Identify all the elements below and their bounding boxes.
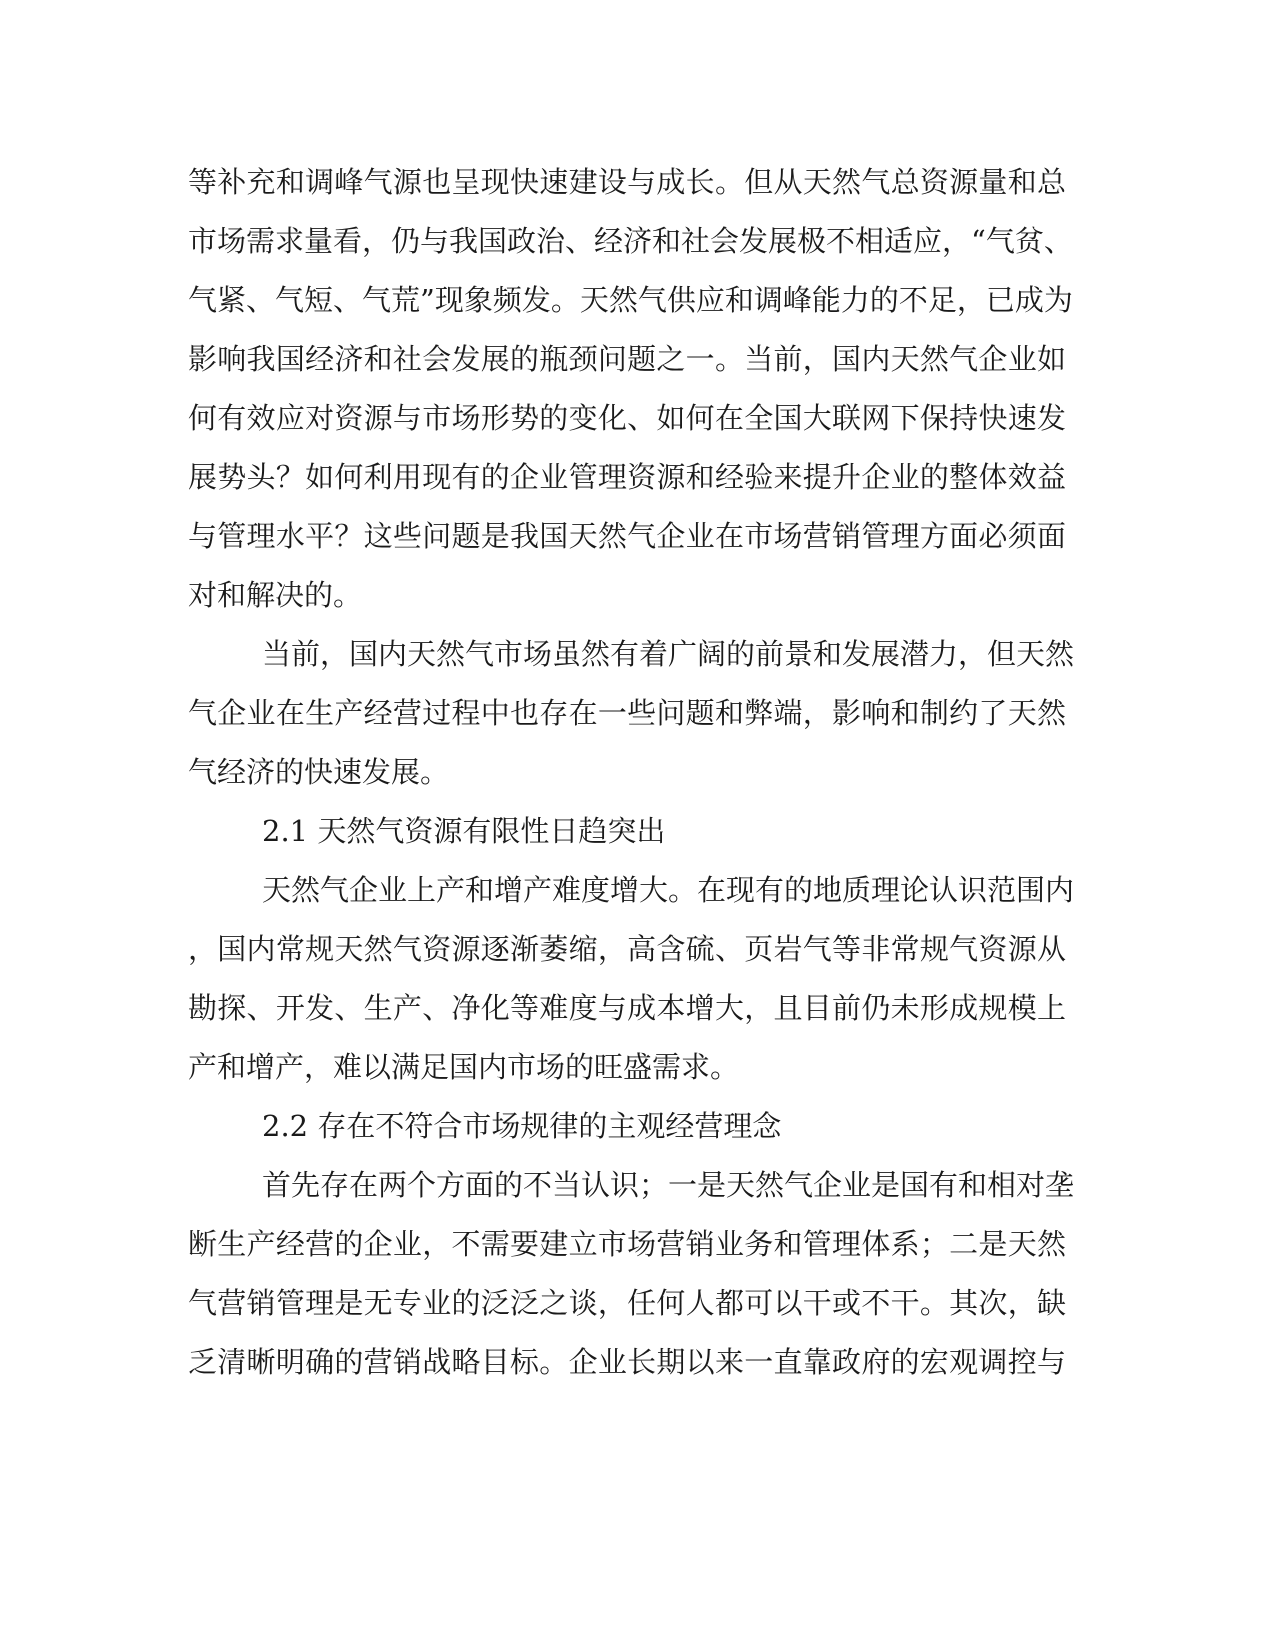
text-line-content: 首先存在两个方面的不当认识；一是天然气企业是国有和相对垄	[262, 1168, 1075, 1202]
section-heading-text: 2.1 天然气资源有限性日趋突出	[262, 814, 666, 848]
text-line	[188, 1345, 1066, 1379]
text-line	[188, 460, 1066, 494]
text-line	[188, 991, 1066, 1025]
text-line-content: 对和解决的。	[188, 578, 363, 612]
text-line	[188, 165, 1066, 199]
text-line	[188, 401, 1066, 435]
text-line	[188, 342, 1066, 376]
text-line-content: 影响我国经济和社会发展的瓶颈问题之一。当前，国内天然气企业如	[188, 342, 1066, 376]
text-line-content: 气紧、气短、气荒”现象频发。天然气供应和调峰能力的不足，已成为	[188, 283, 1073, 317]
text-line-content: 天然气企业上产和增产难度增大。在现有的地质理论认识范围内	[262, 873, 1075, 907]
paragraph-first-line	[262, 637, 1075, 671]
text-line	[188, 519, 1066, 553]
section-heading-text: 2.2 存在不符合市场规律的主观经营理念	[262, 1109, 782, 1143]
text-line-content: 勘探、开发、生产、净化等难度与成本增大，且目前仍未形成规模上	[188, 991, 1066, 1025]
text-line-content: 断生产经营的企业，不需要建立市场营销业务和管理体系；二是天然	[188, 1227, 1066, 1261]
text-line	[188, 932, 1066, 966]
text-line-content: ，国内常规天然气资源逐渐萎缩，高含硫、页岩气等非常规气资源从	[188, 932, 1066, 966]
text-line-content: 气营销管理是无专业的泛泛之谈，任何人都可以干或不干。其次，缺	[188, 1286, 1066, 1320]
text-line	[188, 224, 1073, 258]
text-line-content: 等补充和调峰气源也呈现快速建设与成长。但从天然气总资源量和总	[188, 165, 1066, 199]
text-line-content: 当前，国内天然气市场虽然有着广阔的前景和发展潜力，但天然	[262, 637, 1075, 671]
text-line	[188, 283, 1073, 317]
section-heading	[262, 1109, 781, 1143]
text-line-content: 乏清晰明确的营销战略目标。企业长期以来一直靠政府的宏观调控与	[188, 1345, 1066, 1379]
text-line-content: 与管理水平？这些问题是我国天然气企业在市场营销管理方面必须面	[188, 519, 1066, 553]
text-line-last	[188, 1050, 739, 1084]
paragraph-first-line	[262, 873, 1075, 907]
text-line-content: 气经济的快速发展。	[188, 755, 450, 789]
paragraph-first-line	[262, 1168, 1075, 1202]
text-line-content: 产和增产，难以满足国内市场的旺盛需求。	[188, 1050, 740, 1084]
text-line-content: 气企业在生产经营过程中也存在一些问题和弊端，影响和制约了天然	[188, 696, 1066, 730]
text-line-content: 何有效应对资源与市场形势的变化、如何在全国大联网下保持快速发	[188, 401, 1066, 435]
text-line-last	[188, 755, 449, 789]
text-line-last	[188, 578, 362, 612]
text-line	[188, 1286, 1066, 1320]
text-line	[188, 1227, 1066, 1261]
text-line-content: 市场需求量看，仍与我国政治、经济和社会发展极不相适应，“气贫、	[188, 224, 1073, 258]
text-line	[188, 696, 1066, 730]
text-line-content: 展势头？如何利用现有的企业管理资源和经验来提升企业的整体效益	[188, 460, 1066, 494]
section-heading	[262, 814, 665, 848]
